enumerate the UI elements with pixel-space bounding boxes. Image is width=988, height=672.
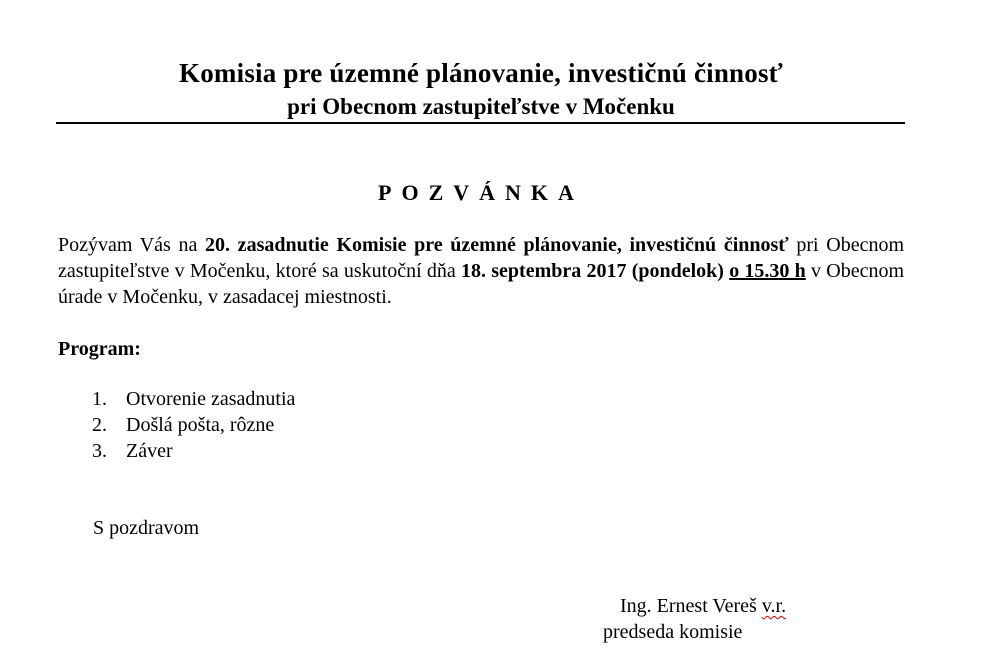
paragraph-text-1: Pozývam Vás na	[58, 234, 206, 256]
signer-name	[620, 593, 786, 619]
program-list	[92, 386, 295, 464]
invitation-paragraph	[58, 232, 904, 310]
list-item-number: 3.	[92, 440, 107, 462]
paragraph-text-4: v Obecnom úrade v Močenku, v zasadacej miestnosti.	[58, 260, 905, 308]
list-item-number: 2.	[92, 414, 107, 436]
committee-subtitle: pri Obecnom zastupiteľstve v Močenku	[287, 94, 675, 119]
signer-name-text: Ing. Ernest Vereš	[620, 595, 762, 617]
signer-suffix: v.r.	[761, 595, 787, 617]
list-item-text: Došlá pošta, rôzne	[126, 414, 275, 436]
header-divider	[56, 122, 905, 124]
paragraph-meeting-date: 18. septembra 2017 (pondelok)	[461, 260, 724, 282]
committee-title: Komisia pre územné plánovanie, investičnú činnosť	[179, 58, 783, 88]
invitation-title: POZVÁNKA	[378, 180, 584, 205]
paragraph-text-2: pri Obecnom zastupiteľstve v Močenku, ktoré sa uskutoční dňa	[58, 234, 904, 282]
program-heading: Program:	[58, 338, 141, 360]
list-item	[92, 412, 295, 438]
closing-greeting: S pozdravom	[93, 517, 200, 539]
paragraph-meeting-time: o 15.30 h	[729, 260, 806, 282]
list-item	[92, 386, 295, 412]
signer-role: predseda komisie	[603, 621, 743, 643]
paragraph-meeting-name: 20. zasadnutie Komisie pre územné plánovanie, investičnú činnosť	[205, 234, 789, 256]
list-item-text: Otvorenie zasadnutia	[126, 388, 296, 410]
list-item-number: 1.	[92, 388, 107, 410]
list-item-text: Záver	[126, 440, 173, 462]
list-item	[92, 438, 295, 464]
